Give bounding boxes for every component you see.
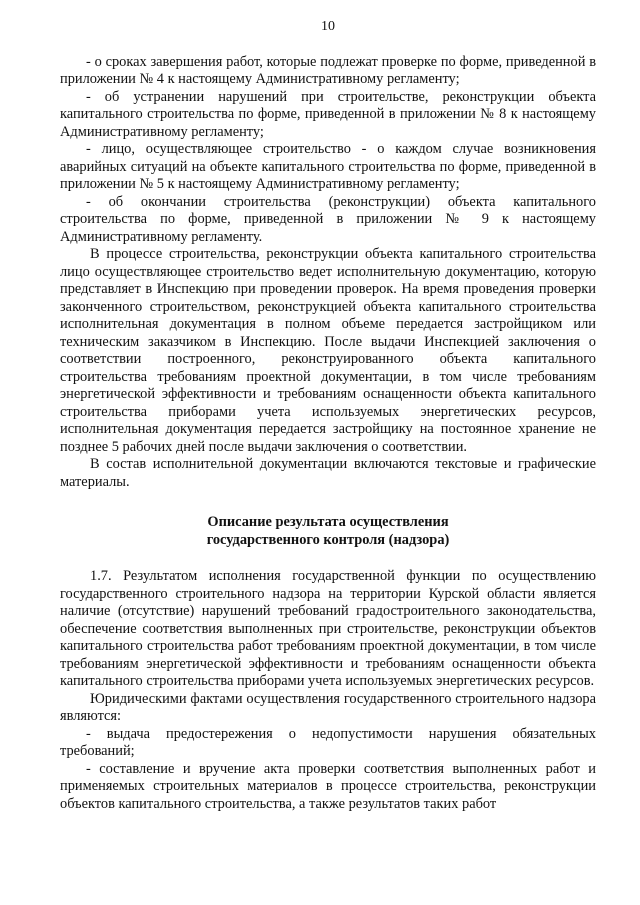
section-heading-line-2: государственного контроля (надзора) [206,532,450,548]
section-heading [60,513,596,549]
paragraph-violation-fix-notice: - об устранении нарушений при строительстве, реконструкции объекта капитального строительства по форме, приведенной в приложении № 8 к настоящему Административному регламенту; [60,88,596,140]
paragraph-executive-documentation: В процессе строительства, реконструкции объекта капитального строительства лицо осуществляющее строительство ведет исполнительную документацию, которую представляет в Инспекцию при проведении проверок. На время проведения проверки законченного строительством, реконструкцией объекта капитального строительства исполнительная документация в полном объеме передается застройщиком или техническим заказчиком в Инспекцию. После выдачи Инспекцией заключения о соответствии построенного, реконструированного объекта капитального строительства требованиям проектной документации, в том числе требованиям энергетической эффективности и требованиям оснащенности объекта капитального строительства приборами учета используемых энергетических ресурсов, исполнительная документация передается застройщику на постоянное хранение не позднее 5 рабочих дней после выдачи заключения о соответствии. [60,246,596,455]
paragraph-deadline-notice: - о сроках завершения работ, которые подлежат проверке по форме, приведенной в приложении № 4 к настоящему Административному регламенту; [60,53,596,87]
section-heading-line-1: Описание результата осуществления [207,514,449,530]
page-number: 10 [321,19,335,34]
paragraph-warning-issue: - выдача предостережения о недопустимости нарушения обязательных требований; [60,725,596,759]
paragraph-result-1-7: 1.7. Результатом исполнения государственной функции по осуществлению государственного строительного надзора на территории Курской области является наличие (отсутствие) нарушений требований градостроительного законодательства, обеспечение соответствия выполненных при строительстве, реконструкции объектов капитального строительства работ требованиям проектной документации, в том числе требованиям энергетической эффективности и требованиям оснащенности объекта капитального строительства приборами учета используемых энергетических ресурсов. [60,568,596,689]
paragraph-emergency-notice: - лицо, осуществляющее строительство - о каждом случае возникновения аварийных ситуаций на объекте капитального строительства по форме, приведенной в приложении № 5 к настоящему Административному регламенту; [60,141,596,192]
paragraph-legal-facts-intro: Юридическими фактами осуществления государственного строительного надзора являются: [60,690,596,724]
document-page [60,18,596,813]
paragraph-documentation-composition: В состав исполнительной документации включаются текстовые и графические материалы. [60,456,596,490]
paragraph-inspection-act: - составление и вручение акта проверки соответствия выполненных работ и применяемых строительных материалов в процессе строительства, реконструкции объектов капитального строительства, а также результатов таких работ [60,760,596,812]
paragraph-completion-notice: - об окончании строительства (реконструкции) объекта капитального строительства по форме, приведенной в приложении № 9 к настоящему Административному регламенту. [60,193,596,245]
